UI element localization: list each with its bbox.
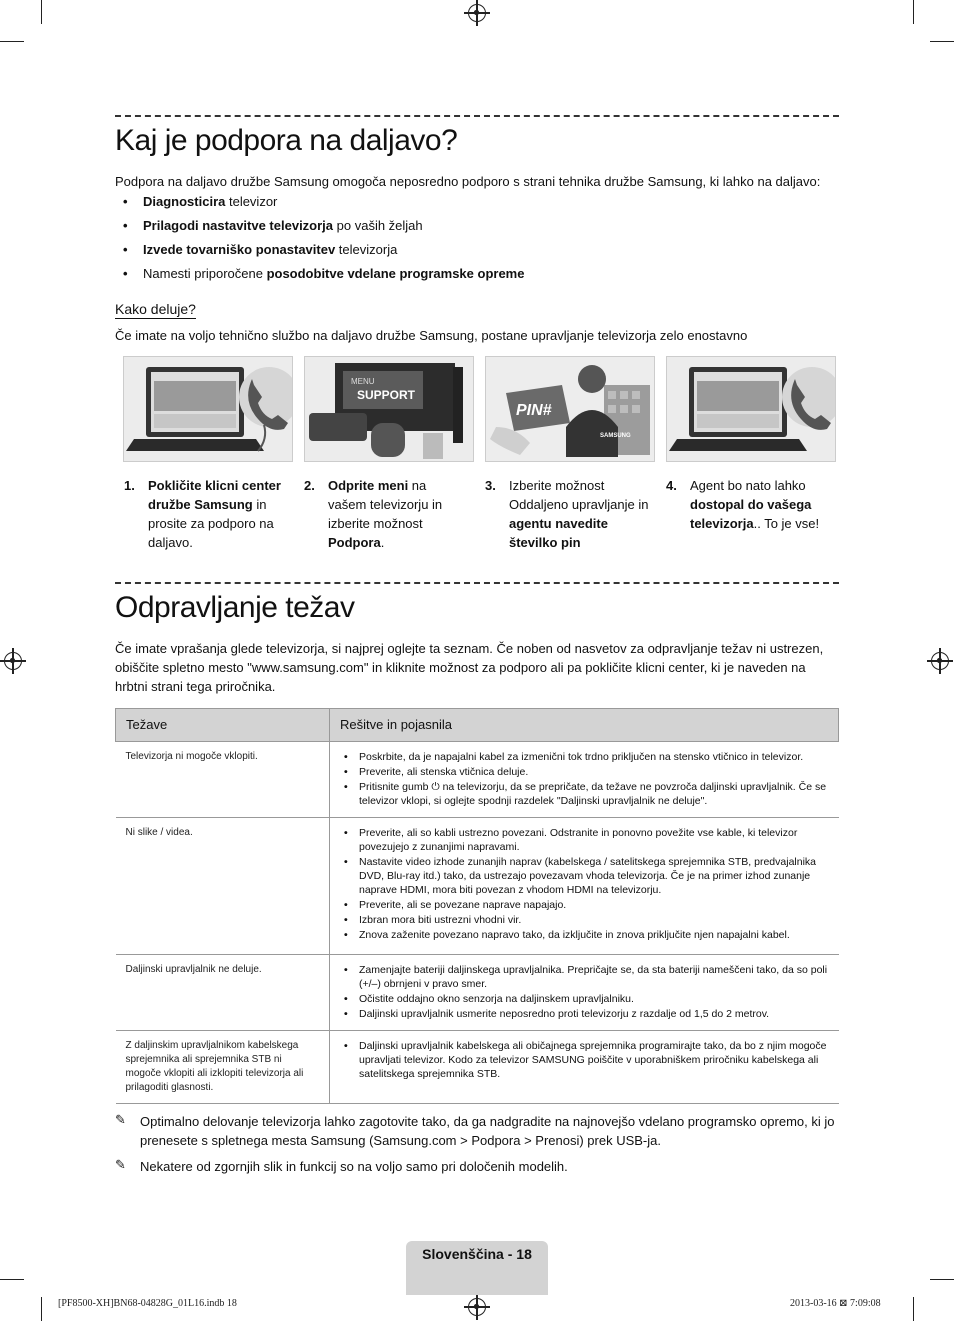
solution-item: • Zamenjajte bateriji daljinskega upravljalnika. Prepričajte se, da sta bateriji nameščeni tako, da so poli (+/–) obrnjeni v pravo smer. [359,963,829,991]
crop-mark [913,0,914,24]
crop-mark [41,0,42,24]
solution-item: • Pritisnite gumb ⏻ na televizorju, da se prepričate, da težave ne povzroča daljinski upravljalnik. Če se televizor vklopi, si oglejte spodnji razdelek "Daljinski upravljalnik ne deluje". [359,780,829,808]
solution-cell [330,818,839,955]
solution-item: • Izbran mora biti ustrezni vhodni vir. [359,913,829,927]
crop-mark [41,1297,42,1321]
table-header-solutions: Rešitve in pojasnila [330,709,839,742]
problem-cell: Daljinski upravljalnik ne deluje. [116,955,330,1031]
solution-item: • Preverite, ali so kabli ustrezno povezani. Odstranite in ponovno povežite vse kable, ki televizor povezujejo z zunanjimi napravami. [359,826,829,854]
section-title-remote-support: Kaj je podpora na daljavo? [115,124,458,157]
how-it-works-text: Če imate na voljo tehnično službo na daljavo družbe Samsung, postane upravljanje televizorja zelo enostavno [115,328,748,343]
bullet-item: • Namesti priporočene posodobitve vdelane programske opreme [143,265,524,283]
crop-mark [0,1279,24,1280]
image-laptop-phone [123,356,293,462]
note-text: Nekatere od zgornjih slik in funkcij so na voljo samo pri določenih modelih. [140,1159,568,1174]
image-agent-pin [485,356,655,462]
registration-mark-icon [468,4,486,22]
table-row [116,742,839,818]
image-brand-text: SAMSUNG [600,433,631,439]
table-row [116,1031,839,1104]
crop-mark [0,41,24,42]
bullet-item: • Prilagodi nastavitve televizorja po vaših željah [143,217,423,235]
solution-item: • Očistite oddajno okno senzorja na daljinskem upravljalniku. [359,992,829,1006]
section-divider [115,115,839,117]
crop-mark [930,1279,954,1280]
table-row [116,818,839,955]
problem-cell: Z daljinskim upravljalnikom kabelskega sprejemnika ali sprejemnika STB ni mogoče vklopiti ali izklopiti televizorja ali prilagoditi glasnosti. [116,1031,330,1104]
page-number-label: Slovenščina - 18 [422,1246,532,1262]
print-file-info: [PF8500-XH]BN68-04828G_01L16.indb 18 [58,1298,237,1309]
registration-mark-icon [931,652,949,670]
solution-item: • Daljinski upravljalnik kabelskega ali običajnega sprejemnika programirajte tako, da bo z njim mogoče upravljati televizor. Kodo za televizor SAMSUNG poiščite v uporabniškem priročniku kabelskega ali satelitskega sprejemnika STB. [359,1039,829,1081]
solution-cell [330,1031,839,1104]
solution-cell [330,742,839,818]
solution-item: • Preverite, ali stenska vtičnica deluje. [359,765,829,779]
image-support-text: SUPPORT [357,388,416,402]
image-pin-text: PIN# [516,402,552,419]
solution-cell [330,955,839,1031]
crop-mark [930,41,954,42]
problem-cell: Ni slike / videa. [116,818,330,955]
remote-support-intro: Podpora na daljavo družbe Samsung omogoča neposredno podporo s strani tehnika družbe Samsung, ki lahko na daljavo: [115,174,821,189]
crop-mark [913,1297,914,1321]
note-pencil-icon: ✎ [115,1112,126,1127]
table-header-problems: Težave [116,709,330,742]
print-date-info: 2013-03-16 ⊠ 7:09:08 [790,1298,881,1309]
solution-item: • Poskrbite, da je napajalni kabel za izmenični tok trdno priključen na stensko vtičnico in televizor. [359,750,829,764]
problem-cell: Televizorja ni mogoče vklopiti. [116,742,330,818]
note-text: Optimalno delovanje televizorja lahko zagotovite tako, da ga nadgradite na najnovejšo vdelano programsko opremo, ki jo prenesete s spletnega mesta Samsung (Samsung.com > Podpora > Prenosi) prek USB-ja. [140,1114,835,1148]
bullet-item: • Diagnosticira televizor [143,193,277,211]
bullet-item: • Izvede tovarniško ponastavitev televizorja [143,241,397,259]
registration-mark-icon [4,652,22,670]
section-title-troubleshooting: Odpravljanje težav [115,591,355,624]
note-pencil-icon: ✎ [115,1157,126,1172]
registration-mark-icon [468,1298,486,1316]
troubleshooting-intro: Če imate vprašanja glede televizorja, si najprej oglejte ta seznam. Če noben od nasvetov za odpravljanje težav ni ustrezen, obiščite spletno mesto "www.samsung.com" in kliknite možnost za podporo ali pa pokličite klicni center, ki je naveden na hrbtni strani tega priročnika. [115,641,824,694]
image-laptop-phone-done [666,356,836,462]
solution-item: • Nastavite video izhode zunanjih naprav (kabelskega / satelitskega sprejemnika STB, predvajalnika DVD, Blu-ray itd.) tako, da ustrezajo povezavam vhoda televizorja. Če je na primer izhod zunanje naprave HDMI, mora biti povezan z vhodom HDMI na televizorju. [359,855,829,897]
troubleshooting-table [115,708,839,1104]
image-menu-text: MENU [351,377,375,386]
solution-item: • Preverite, ali se povezane naprave napajajo. [359,898,829,912]
solution-item: • Daljinski upravljalnik usmerite neposredno proti televizorju z razdalje od 1,5 do 2 metrov. [359,1007,829,1021]
section-divider [115,582,839,584]
solution-item: • Znova zaženite povezano napravo tako, da izključite in znova priključite njen napajalni kabel. [359,928,829,942]
image-support-menu [304,356,474,462]
subheading-how-it-works: Kako deluje? [115,301,196,317]
table-row [116,955,839,1031]
